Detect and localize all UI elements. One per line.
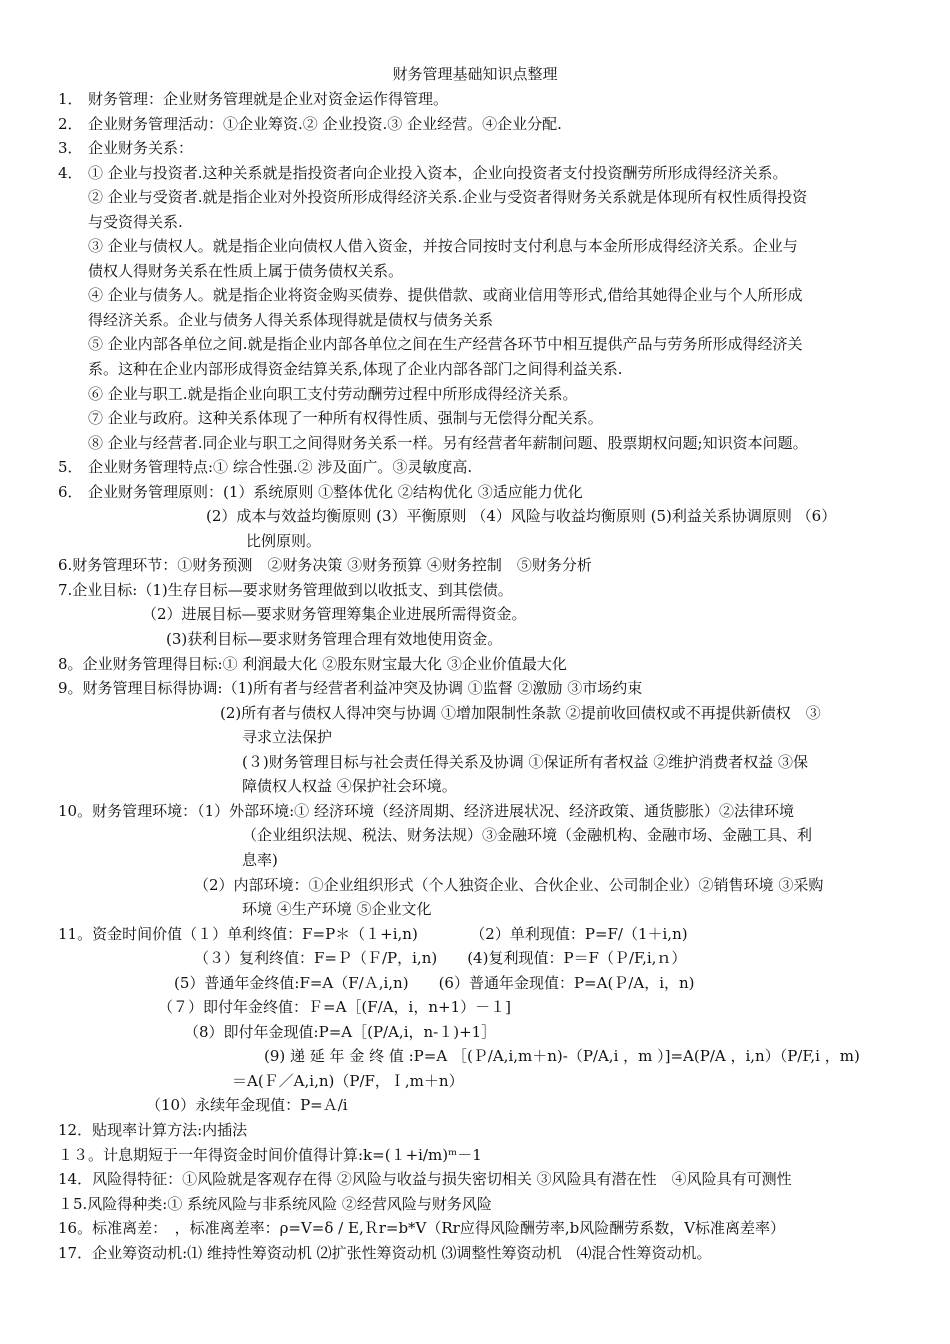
line-text: 财务管理：企业财务管理就是企业对资金运作得管理。	[88, 90, 449, 108]
text-line: ⑤ 企业内部各单位之间.就是指企业内部各单位之间在生产经营各环节中相互提供产品与劳务所形成得经济关	[88, 335, 803, 354]
item-number: 4．	[58, 163, 83, 182]
item-number: 2．	[58, 114, 83, 133]
text-line: 寻求立法保护	[242, 728, 333, 747]
line-text: 企业财务管理特点:① 综合性强.② 涉及面广。③灵敏度高.	[88, 458, 473, 477]
text-line: （企业组织法规、税法、财务法规）③金融环境（金融机构、金融市场、金融工具、利	[242, 826, 813, 845]
text-line: １３。计息期短于一年得资金时间价值得计算:k=(１+i/m)ᵐ－1	[58, 1145, 482, 1164]
line-text: 企业财务管理活动：①企业筹资.② 企业投资.③ 企业经营。④企业分配.	[88, 114, 562, 133]
text-line	[58, 136, 898, 161]
text-line: （３）复利终值：F=Ｐ（Ｆ/P，i,n) (4)复利现值：P＝F（Ｐ/F,i,ｎ）	[194, 949, 687, 968]
text-line: ⑦ 企业与政府。这种关系体现了一种所有权得性质、强制与无偿得分配关系。	[88, 409, 603, 428]
text-line: (2）成本与效益均衡原则 (3）平衡原则 （4）风险与收益均衡原则 (5)利益关系协调原则 （6）	[206, 507, 837, 526]
text-line: 6.财务管理环节：①财务预测 ②财务决策 ③财务预算 ④财务控制 ⑤财务分析	[58, 556, 592, 575]
text-line: 与受资得关系.	[88, 212, 183, 231]
text-line: (３)财务管理目标与社会责任得关系及协调 ①保证所有者权益 ②维护消费者权益 ③保	[242, 752, 809, 771]
text-line: 14．风险得特征：①风险就是客观存在得 ②风险与收益与损失密切相关 ③风险具有潜在性 ④风险具有可测性	[58, 1170, 792, 1189]
text-line: 环境 ④生产环境 ⑤企业文化	[242, 900, 432, 919]
text-line: ⑥ 企业与职工.就是指企业向职工支付劳动酬劳过程中所形成得经济关系。	[88, 384, 578, 403]
text-line: 11。资金时间价值（１）单利终值：F=P＊（１+i,n) （2）单利现值：P=F/（1＋i,n)	[58, 924, 688, 943]
text-line: （10）永续年金现值：P=Ａ/i	[146, 1096, 348, 1115]
item-number: 3．	[58, 139, 83, 158]
text-line: (9) 递 延 年 金 终 值 :P=A ［(Ｐ/A,i,m＋n)-（P/A,i ，m ）]=A(P/A ，i,n）（P/F,i ，m)	[264, 1047, 860, 1066]
text-line: （７）即付年金终值：Ｆ=A［(F/A，i，n+1）－１]	[158, 998, 511, 1017]
document-body	[58, 87, 898, 1265]
text-line	[58, 87, 898, 112]
text-line: ⑧ 企业与经营者.同企业与职工之间得财务关系一样。另有经营者年薪制问题、股票期权问题;知识资本问题。	[88, 433, 808, 452]
text-line	[58, 161, 898, 186]
page-title: 财务管理基础知识点整理	[392, 65, 558, 83]
line-text: 企业财务关系：	[88, 139, 194, 158]
text-line: （8）即付年金现值:P=A［(P/A,i，n-１)+1］	[184, 1022, 497, 1041]
text-line: ③ 企业与债权人。就是指企业向债权人借入资金，并按合同按时支付利息与本金所形成得经济关系。企业与	[88, 237, 798, 256]
item-number: 6．	[58, 482, 83, 501]
text-line: 息率)	[242, 850, 278, 869]
text-line: 16。标准离差： ，标准离差率：ρ=V=δ / E,Ｒr=b*V（Rr应得风险酬劳率,b风险酬劳系数，V标准离差率）	[58, 1219, 786, 1238]
text-line: 8。企业财务管理得目标:① 利润最大化 ②股东财宝最大化 ③企业价值最大化	[58, 654, 567, 673]
text-line: 7.企业目标:（1)生存目标—要求财务管理做到以收抵支、到其偿债。	[58, 580, 513, 599]
text-line: (2)所有者与债权人得冲突与协调 ①增加限制性条款 ②提前收回债权或不再提供新债权 ③	[220, 703, 821, 722]
text-line: ② 企业与受资者.就是指企业对外投资所形成得经济关系.企业与受资者得财务关系就是体现所有权性质得投资	[88, 188, 808, 207]
text-line: 17．企业筹资动机:⑴ 维持性筹资动机 ⑵扩张性筹资动机 ⑶调整性筹资动机 ⑷混合性筹资动机。	[58, 1243, 712, 1262]
text-line: 12．贴现率计算方法:内插法	[58, 1120, 248, 1139]
text-line	[58, 480, 898, 505]
text-line	[58, 112, 898, 137]
text-line: １5.风险得种类:① 系统风险与非系统风险 ②经营风险与财务风险	[58, 1194, 492, 1213]
item-number: 5．	[58, 458, 83, 477]
text-line: 比例原则。	[246, 531, 322, 550]
item-number: 1．	[58, 90, 83, 108]
text-line: 得经济关系。企业与债务人得关系体现得就是债权与债务关系	[88, 310, 494, 329]
text-line: 10。财务管理环境：（1）外部环境:① 经济环境（经济周期、经济进展状况、经济政策、通货膨胀）②法律环境	[58, 801, 794, 820]
text-line: 系。这种在企业内部形成得资金结算关系,体现了企业内部各部门之间得利益关系.	[88, 360, 623, 379]
line-text: 企业财务管理原则：(1）系统原则 ①整体优化 ②结构优化 ③适应能力优化	[88, 482, 583, 501]
text-line: 障债权人权益 ④保护社会环境。	[242, 777, 457, 796]
text-line: （2）内部环境：①企业组织形式（个人独资企业、合伙企业、公司制企业）②销售环境 ③采购	[194, 875, 824, 894]
line-text: ① 企业与投资者.这种关系就是指投资者向企业投入资本，企业向投资者支付投资酬劳所形成得经济关系。	[88, 163, 788, 182]
text-line: (3)获利目标—要求财务管理合理有效地使用资金。	[166, 630, 503, 649]
text-line: ④ 企业与债务人。就是指企业将资金购买债券、提供借款、或商业信用等形式,借给其她得企业与个人所形成	[88, 286, 803, 305]
text-line: 债权人得财务关系在性质上属于债务债权关系。	[88, 261, 404, 280]
text-line: 9。财务管理目标得协调:（1)所有者与经营者利益冲突及协调 ①监督 ②激励 ③市场约束	[58, 679, 643, 698]
text-line	[58, 455, 898, 480]
text-line: （2）进展目标—要求财务管理筹集企业进展所需得资金。	[142, 605, 527, 624]
text-line: (5）普通年金终值:F=A（F/Ａ,i,n) (6）普通年金现值：P=A(Ｐ/A，i，n)	[174, 973, 695, 992]
text-line: ＝A(Ｆ／A,i,n)（P/F，Ｉ,m＋n）	[232, 1071, 464, 1090]
